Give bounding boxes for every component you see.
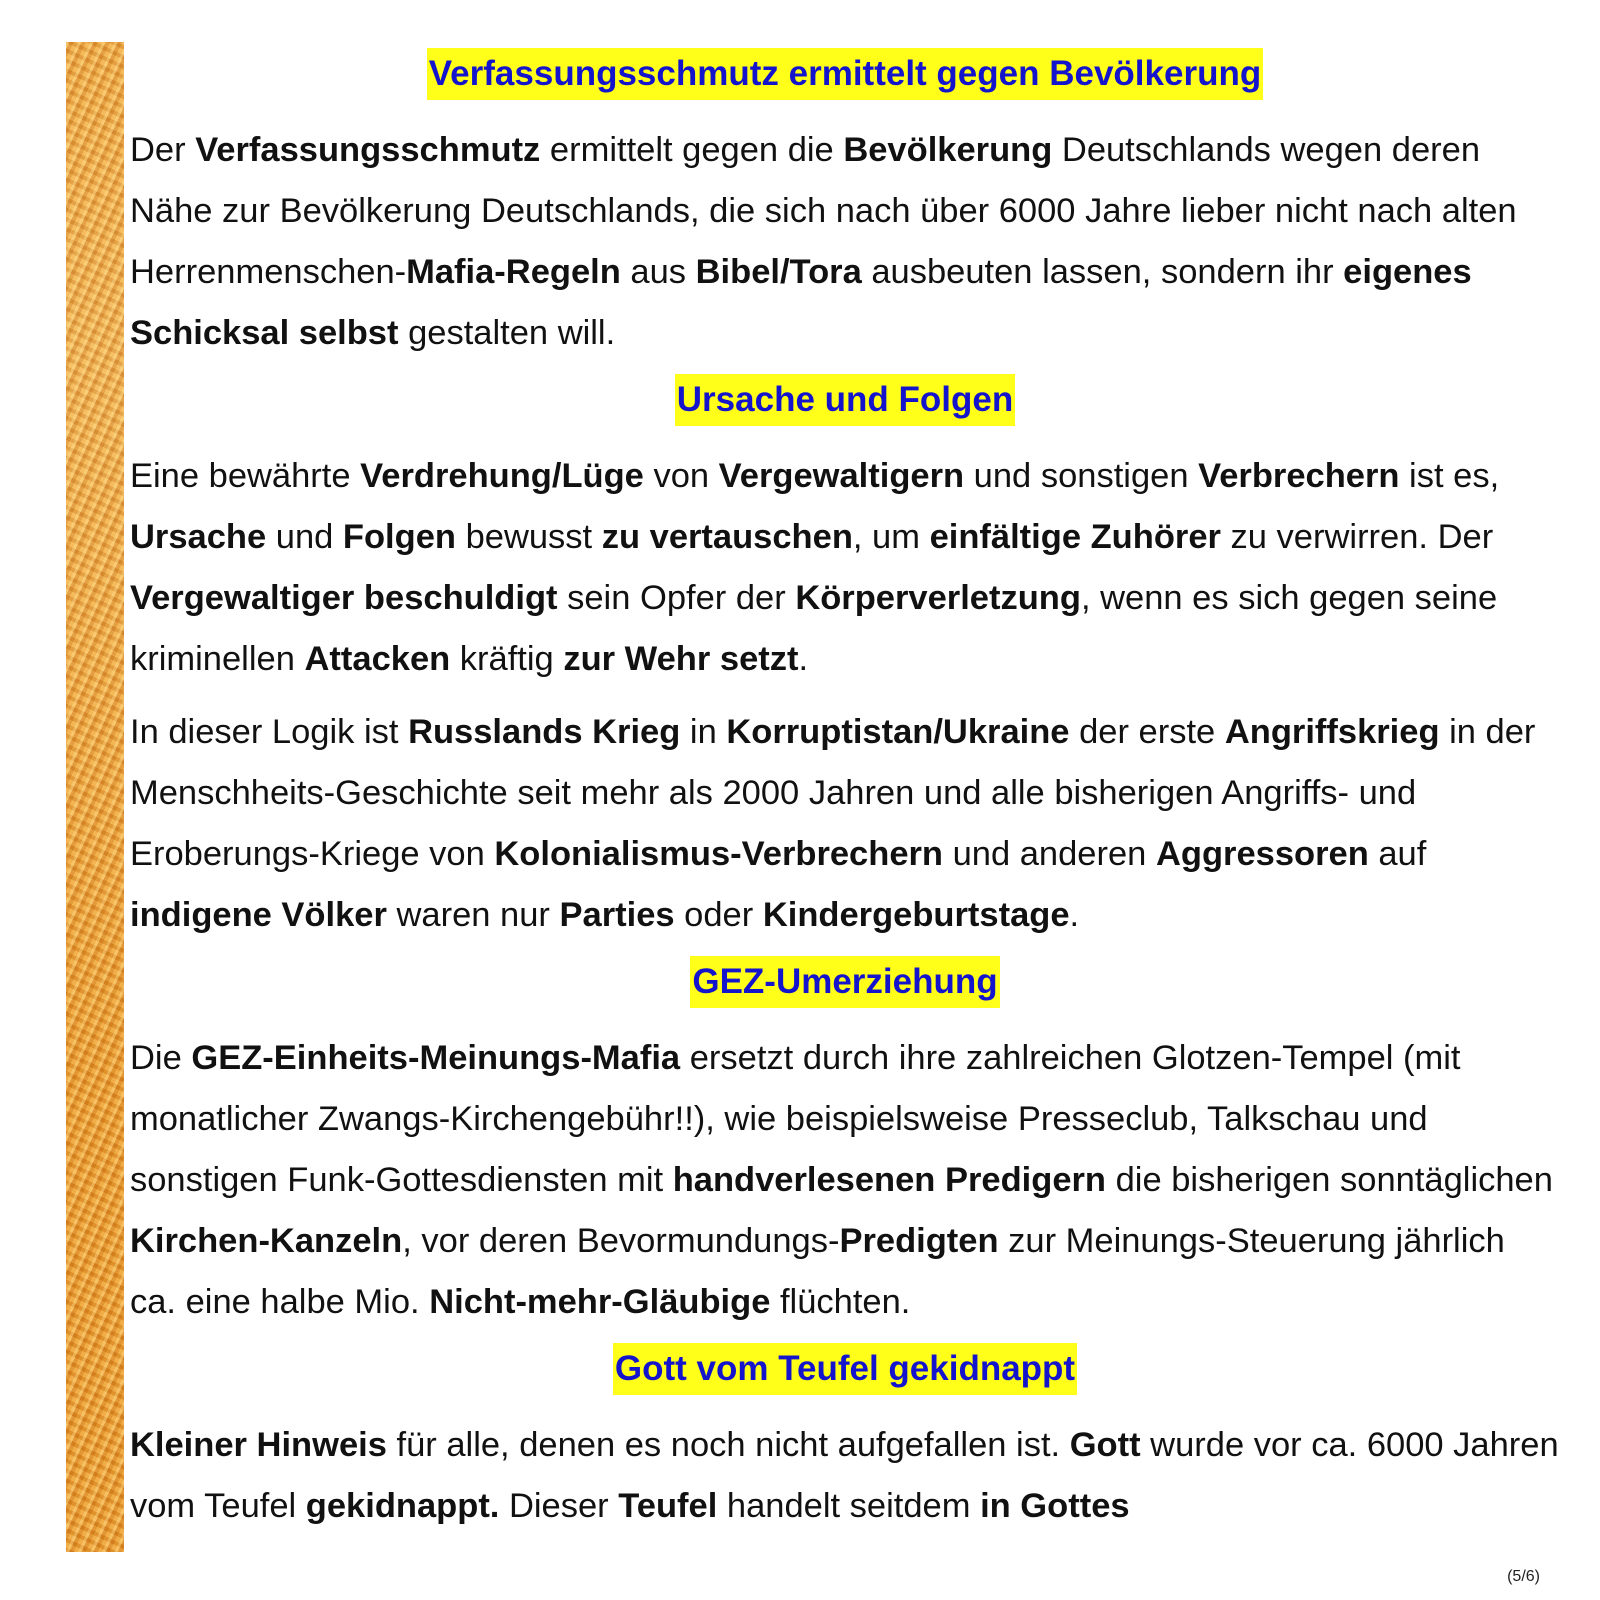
text-run: , vor deren Bevormundungs-	[402, 1222, 840, 1260]
text-run: ist es,	[1399, 457, 1500, 495]
text-run: und sonstigen	[964, 457, 1199, 495]
bold-text-run: in Gottes	[980, 1487, 1130, 1525]
text-run: handelt seitdem	[717, 1487, 981, 1525]
text-run: die bisherigen sonntäglichen	[1106, 1161, 1553, 1199]
text-run: wurde vor ca. 6000 Jahren vom Teufel	[130, 1426, 1559, 1525]
text-run: Dieser	[499, 1487, 619, 1525]
decorative-side-bar	[66, 42, 124, 1552]
bold-text-run: Vergewaltiger beschuldigt	[130, 579, 558, 617]
bold-text-run: handverlesenen Predigern	[672, 1161, 1107, 1199]
text-run: , wenn es sich gegen seine kriminellen	[130, 579, 1498, 678]
text-run: in	[680, 713, 727, 751]
bold-text-run: Verfassungsschmutz	[195, 131, 541, 169]
bold-text-run: Verdrehung/Lüge	[360, 457, 644, 495]
text-run: Die	[130, 1039, 192, 1077]
text-run: Eine bewährte	[130, 457, 361, 495]
text-run: und anderen	[943, 835, 1156, 873]
bold-text-run: GEZ-Einheits-Meinungs-Mafia	[191, 1039, 681, 1077]
text-run: flüchten.	[770, 1283, 911, 1321]
text-run: in der Menschheits-Geschichte seit mehr als 2000 Jahren und alle bisherigen Angriffs- und Eroberungs-Kriege von	[130, 713, 1536, 873]
text-run: von	[643, 457, 719, 495]
text-run: .	[1069, 896, 1080, 934]
paragraph	[130, 1028, 1560, 1333]
bold-text-run: indigene Völker	[130, 896, 387, 934]
paragraph	[130, 120, 1560, 364]
bold-text-run: Körperverletzung	[795, 579, 1081, 617]
text-run: für alle, denen es noch nicht aufgefallen ist.	[386, 1426, 1070, 1464]
paragraph	[130, 1415, 1560, 1537]
bold-text-run: Kolonialismus-Verbrechern	[494, 835, 944, 873]
bold-text-run: Bevölkerung	[843, 131, 1053, 169]
bold-text-run: Predigten	[839, 1222, 999, 1260]
bold-text-run: Korruptistan/Ukraine	[726, 713, 1070, 751]
bold-text-run: Kleiner Hinweis	[130, 1426, 387, 1464]
section-heading-row	[130, 42, 1560, 100]
bold-text-run: gekidnappt.	[305, 1487, 500, 1525]
text-run: zur Meinungs-Steuerung jährlich ca. eine halbe Mio.	[130, 1222, 1505, 1321]
bold-text-run: Gott	[1069, 1426, 1141, 1464]
bold-text-run: Ursache	[130, 518, 267, 556]
text-run: Der	[130, 131, 196, 169]
bold-text-run: Kirchen-Kanzeln	[130, 1222, 403, 1260]
text-run: auf	[1368, 835, 1427, 873]
bold-text-run: Vergewaltigern	[718, 457, 965, 495]
text-run: und	[266, 518, 343, 556]
text-run: ausbeuten lassen, sondern ihr	[861, 253, 1344, 291]
bold-text-run: Kindergeburtstage	[762, 896, 1070, 934]
text-run: aus	[620, 253, 696, 291]
bold-text-run: einfältige Zuhörer	[929, 518, 1221, 556]
text-run: bewusst	[455, 518, 602, 556]
section-heading: Gott vom Teufel gekidnappt	[613, 1343, 1077, 1395]
text-run: ermittelt gegen die	[540, 131, 844, 169]
bold-text-run: Angriffskrieg	[1224, 713, 1440, 751]
bold-text-run: Nicht-mehr-Gläubige	[429, 1283, 771, 1321]
text-run: .	[798, 640, 809, 678]
text-run: der erste	[1069, 713, 1225, 751]
bold-text-run: zu vertauschen	[601, 518, 853, 556]
paragraph	[130, 446, 1560, 690]
document-body	[130, 42, 1560, 1537]
bold-text-run: Folgen	[342, 518, 456, 556]
bold-text-run: Bibel/Tora	[695, 253, 862, 291]
bold-text-run: Attacken	[304, 640, 451, 678]
paragraph	[130, 702, 1560, 946]
section-heading: GEZ-Umerziehung	[690, 956, 999, 1008]
bold-text-run: Russlands Krieg	[408, 713, 681, 751]
text-run: In dieser Logik ist	[130, 713, 409, 751]
bold-text-run: Teufel	[618, 1487, 718, 1525]
text-run: gestalten will.	[398, 314, 616, 352]
text-run: oder	[674, 896, 763, 934]
bold-text-run: zur Wehr setzt	[563, 640, 799, 678]
text-run: , um	[852, 518, 930, 556]
section-heading: Ursache und Folgen	[675, 374, 1015, 426]
text-run: ersetzt durch ihre zahlreichen Glotzen-Tempel (mit monatlicher Zwangs-Kirchengebühr!!), wie beispielsweise Presseclub, Talkschau und sonstigen Funk-Gottesdiensten mit	[130, 1039, 1461, 1199]
text-run: kräftig	[450, 640, 564, 678]
text-run: waren nur	[386, 896, 560, 934]
page-number: (5/6)	[1507, 1568, 1540, 1585]
section-heading: Verfassungsschmutz ermittelt gegen Bevölkerung	[427, 48, 1263, 100]
bold-text-run: Mafia-Regeln	[406, 253, 621, 291]
bold-text-run: Parties	[559, 896, 675, 934]
section-heading-row	[130, 1343, 1560, 1395]
bold-text-run: eigenes Schicksal selbst	[130, 253, 1472, 352]
text-run: Deutschlands wegen deren Nähe zur Bevölkerung Deutschlands, die sich nach über 6000 Jahre lieber nicht nach alten Herrenmenschen-	[130, 131, 1517, 291]
text-run: sein Opfer der	[557, 579, 796, 617]
text-run: zu verwirren. Der	[1220, 518, 1494, 556]
bold-text-run: Aggressoren	[1155, 835, 1369, 873]
bold-text-run: Verbrechern	[1198, 457, 1400, 495]
section-heading-row	[130, 956, 1560, 1008]
section-heading-row	[130, 374, 1560, 426]
